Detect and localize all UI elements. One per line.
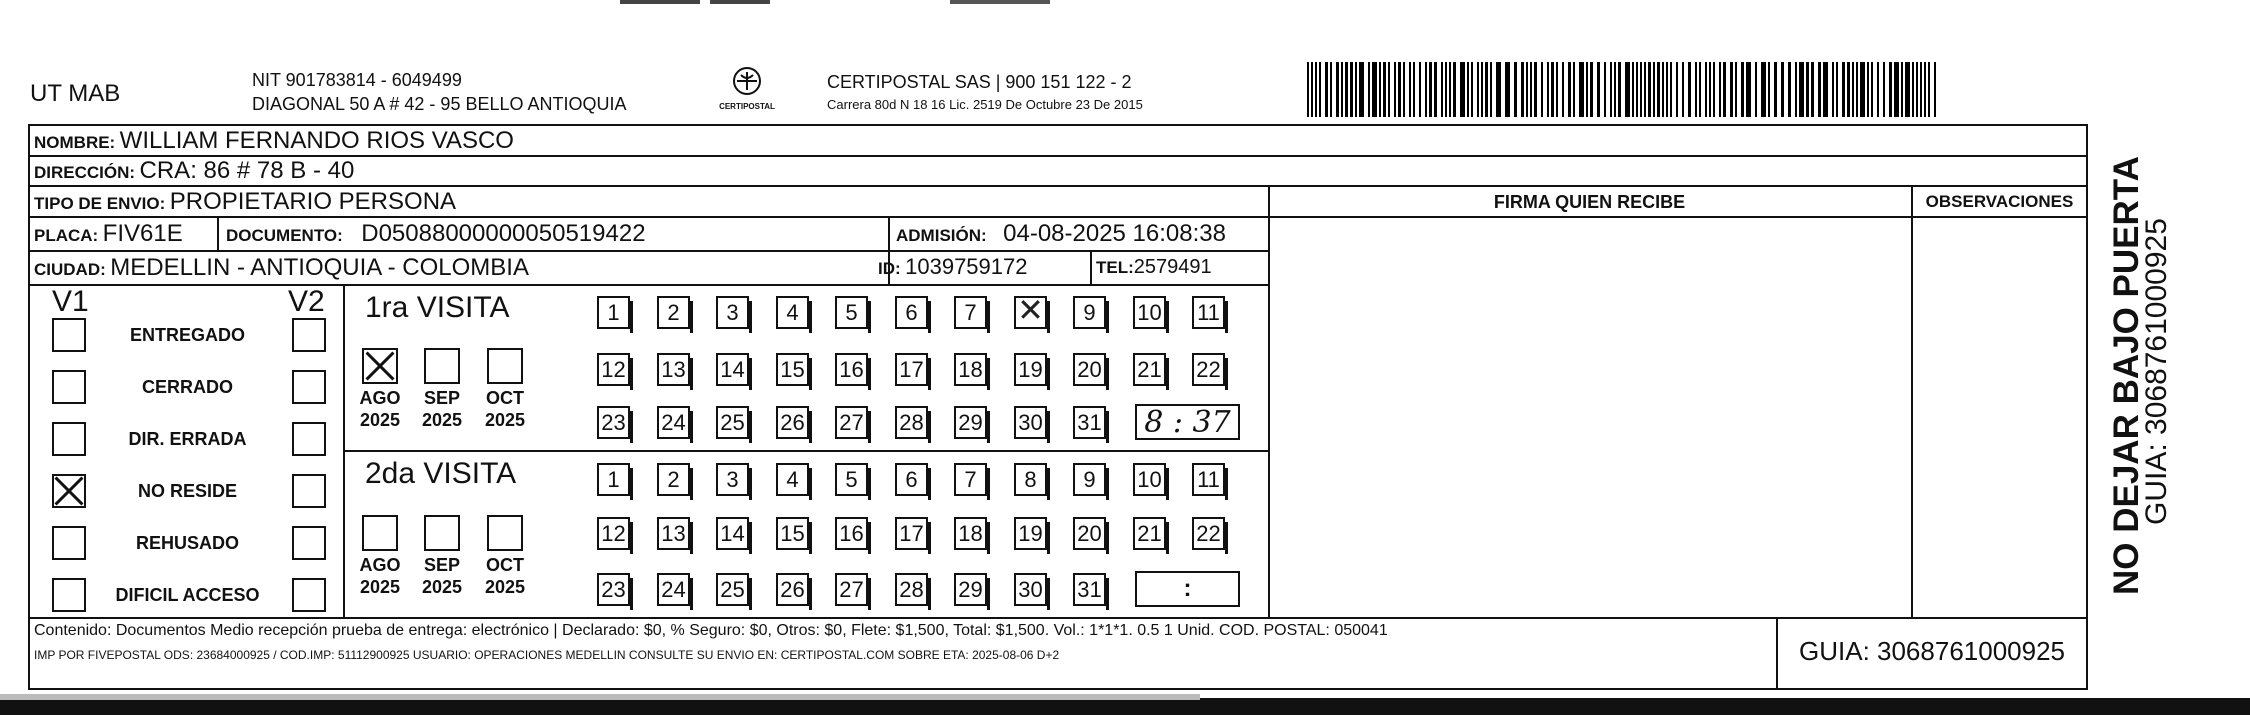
barcode-bar: [1818, 62, 1821, 117]
barcode-bar: [1514, 62, 1517, 117]
visit2-month-label: OCT: [486, 555, 524, 575]
barcode-bar: [1688, 62, 1691, 117]
visit2-day-box[interactable]: 13: [657, 517, 690, 550]
footer-imp: IMP POR FIVEPOSTAL ODS: 23684000925 / COD.IMP: 51112900925 USUARIO: OPERACIONES MEDELLIN CONSULTE SU ENVIO EN: CERTIPOSTAL.COM SOBRE ETA: 2025-08-06 D+2: [34, 648, 1060, 662]
visit1-day-box[interactable]: 22: [1192, 353, 1225, 386]
ciudad-label: CIUDAD:: [34, 260, 106, 279]
frame-line: [28, 688, 2088, 690]
row-line: [28, 284, 1270, 286]
barcode-bar: [1586, 62, 1588, 117]
barcode-bar: [1505, 62, 1510, 117]
visit2-month-checkbox[interactable]: [362, 515, 398, 551]
tel-row: [1096, 256, 1212, 279]
barcode: [1307, 62, 1937, 117]
barcode-bar: [1920, 62, 1922, 117]
barcode-bar: [1636, 62, 1638, 117]
visit2-day-box[interactable]: 15: [776, 517, 809, 550]
visit2-day-box[interactable]: 10: [1133, 463, 1166, 496]
visit1-day-box[interactable]: 4: [776, 296, 809, 329]
visit2-day-box[interactable]: 7: [954, 463, 987, 496]
status-v2-checkbox[interactable]: [292, 526, 326, 560]
barcode-bar: [1847, 62, 1850, 117]
visit2-month-checkbox[interactable]: [424, 515, 460, 551]
barcode-bar: [1788, 62, 1791, 117]
barcode-bar: [1429, 62, 1432, 117]
documento-label: DOCUMENTO:: [226, 226, 343, 245]
admision-value: 04-08-2025 16:08:38: [1003, 220, 1226, 247]
barcode-bar: [1562, 62, 1564, 117]
visit2-day-box[interactable]: 18: [954, 517, 987, 550]
barcode-bar: [1883, 62, 1885, 117]
barcode-bar: [1823, 62, 1828, 117]
visit2-day-box[interactable]: 8: [1014, 463, 1047, 496]
scan-artifact: [710, 0, 770, 4]
visit2-day-box[interactable]: 30: [1014, 573, 1047, 606]
visit1-day-box[interactable]: 10: [1133, 296, 1166, 329]
company-name: CERTIPOSTAL SAS | 900 151 122 - 2: [827, 72, 1132, 92]
barcode-bar: [1877, 62, 1879, 117]
visit2-year-label: 2025: [359, 577, 401, 597]
visit1-day-box[interactable]: 5: [835, 296, 868, 329]
placa-row: [34, 220, 183, 248]
footer-guia: GUIA: 3068761000925: [1799, 636, 2065, 666]
tel-label: TEL:: [1096, 258, 1134, 277]
barcode-bar: [1811, 62, 1814, 117]
barcode-bar: [1618, 62, 1621, 117]
barcode-bar: [1924, 62, 1926, 117]
barcode-bar: [1521, 62, 1524, 117]
v2-header: V2: [288, 285, 325, 318]
barcode-bar: [1912, 62, 1914, 117]
barcode-bar: [1425, 62, 1427, 117]
tipo-value: PROPIETARIO PERSONA: [169, 188, 457, 215]
observaciones-header: OBSERVACIONES: [1925, 192, 2074, 211]
visit2-day-box[interactable]: 12: [597, 517, 630, 550]
visit2-day-box[interactable]: 11: [1192, 463, 1225, 496]
visit1-month-label: SEP: [423, 388, 461, 408]
status-label: NO RESIDE: [137, 481, 238, 501]
visit2-year-label: 2025: [421, 577, 463, 597]
barcode-bar: [1614, 62, 1616, 117]
col-line: [1268, 185, 1270, 618]
barcode-bar: [1799, 62, 1804, 117]
visit2-day-box[interactable]: 26: [776, 573, 809, 606]
visit1-year-label: 2025: [421, 410, 463, 430]
barcode-bar: [1774, 62, 1777, 117]
visit1-day-box[interactable]: 6: [895, 296, 928, 329]
barcode-bar: [1441, 62, 1443, 117]
status-v1-checkbox[interactable]: [52, 578, 86, 612]
sender-name: UT MAB: [30, 80, 121, 107]
barcode-bar: [1856, 62, 1858, 117]
barcode-bar: [1662, 62, 1664, 117]
visit1-year-label: 2025: [359, 410, 401, 430]
visit2-month-checkbox[interactable]: [487, 515, 523, 551]
barcode-bar: [1481, 62, 1483, 117]
visit2-day-box[interactable]: 14: [716, 517, 749, 550]
visit2-day-box[interactable]: 24: [657, 573, 690, 606]
barcode-bar: [1568, 62, 1571, 117]
barcode-bar: [1355, 62, 1357, 117]
barcode-bar: [1526, 62, 1528, 117]
visit1-day-box[interactable]: 21: [1133, 353, 1166, 386]
visit1-day-box[interactable]: 2: [657, 296, 690, 329]
status-v1-checkbox[interactable]: [52, 318, 86, 352]
visit1-day-box[interactable]: 3: [716, 296, 749, 329]
visit1-day-box[interactable]: [1014, 296, 1047, 329]
visit1-day-box[interactable]: 23: [597, 406, 630, 439]
visit1-month-checkbox[interactable]: [487, 348, 523, 384]
barcode-bar: [1311, 62, 1313, 117]
barcode-bar: [1670, 62, 1672, 117]
firma-header: FIRMA QUIEN RECIBE: [1493, 192, 1686, 212]
barcode-bar: [1345, 62, 1348, 117]
status-v2-checkbox[interactable]: [292, 370, 326, 404]
barcode-bar: [1889, 62, 1892, 117]
barcode-bar: [1705, 62, 1707, 117]
barcode-bar: [1449, 62, 1451, 117]
barcode-bar: [1842, 62, 1845, 117]
status-v2-checkbox[interactable]: [292, 578, 326, 612]
nombre-label: NOMBRE:: [34, 133, 116, 152]
nombre-value: WILLIAM FERNANDO RIOS VASCO: [119, 127, 514, 154]
v1-header: V1: [52, 285, 89, 318]
barcode-bar: [1467, 62, 1469, 117]
status-label: DIR. ERRADA: [128, 429, 247, 449]
scan-edge: [0, 698, 2250, 715]
visit2-day-box[interactable]: 23: [597, 573, 630, 606]
visit1-day-box[interactable]: 17: [895, 353, 928, 386]
barcode-bar: [1350, 62, 1353, 117]
visit1-month-label: OCT: [486, 388, 524, 408]
visit2-day-box[interactable]: 29: [954, 573, 987, 606]
scan-artifact: [620, 0, 700, 4]
barcode-bar: [1496, 62, 1501, 117]
visit1-time-box: [1135, 404, 1240, 440]
barcode-bar: [1471, 62, 1473, 117]
barcode-bar: [1894, 62, 1899, 117]
barcode-bar: [1901, 62, 1903, 117]
tel-value: 2579491: [1133, 256, 1212, 278]
barcode-bar: [1541, 62, 1543, 117]
status-label: DIFICIL ACCESO: [115, 585, 260, 605]
visit1-day-box[interactable]: 30: [1014, 406, 1047, 439]
status-v2-checkbox[interactable]: [292, 474, 326, 508]
row-line: [28, 250, 1270, 252]
visit2-day-box[interactable]: 31: [1073, 573, 1106, 606]
side-guia: GUIA: 3068761000925: [2140, 218, 2173, 525]
footer-contenido: Contenido: Documentos Medio recepción prueba de entrega: electrónico | Declarado: $0, % Seguro: $0, Otros: $0, Flete: $1,500, Total: $1,500. Vol.: 1*1*1. 0.5 1 Unid. COD. POSTAL: 050041: [34, 622, 1388, 639]
visit1-day-box[interactable]: 13: [657, 353, 690, 386]
barcode-bar: [1709, 62, 1711, 117]
tipo-row: [34, 188, 456, 216]
visit1-year-label: 2025: [484, 410, 526, 430]
barcode-bar: [1383, 62, 1386, 117]
barcode-bar: [1330, 62, 1332, 117]
barcode-bar: [1434, 62, 1437, 117]
barcode-bar: [1699, 62, 1701, 117]
visit2-month-label: AGO: [359, 555, 401, 575]
barcode-bar: [1490, 62, 1492, 117]
barcode-bar: [1315, 62, 1317, 117]
visit1-day-box[interactable]: 1: [597, 296, 630, 329]
barcode-bar: [1648, 62, 1651, 117]
barcode-bar: [1419, 62, 1421, 117]
side-warning: NO DEJAR BAJO PUERTA: [2107, 156, 2146, 595]
visit1-day-box[interactable]: 12: [597, 353, 630, 386]
visit1-day-box[interactable]: 20: [1073, 353, 1106, 386]
barcode-bar: [1761, 62, 1766, 117]
visit1-title: 1ra VISITA: [365, 291, 510, 324]
barcode-bar: [1319, 62, 1321, 117]
visit1-month-label: AGO: [359, 388, 401, 408]
barcode-bar: [1453, 62, 1456, 117]
barcode-bar: [1445, 62, 1447, 117]
barcode-bar: [1916, 62, 1918, 117]
visit2-day-box[interactable]: 21: [1133, 517, 1166, 550]
barcode-bar: [1368, 62, 1370, 117]
barcode-bar: [1556, 62, 1558, 117]
barcode-bar: [1409, 62, 1411, 117]
barcode-bar: [1781, 62, 1784, 117]
visit1-day-box[interactable]: 26: [776, 406, 809, 439]
col-line: [1911, 185, 1913, 618]
id-label: ID:: [878, 259, 901, 278]
status-label: REHUSADO: [135, 533, 239, 553]
barcode-bar: [1625, 62, 1630, 117]
barcode-bar: [1795, 62, 1797, 117]
status-v2-checkbox[interactable]: [292, 422, 326, 456]
status-v1-checkbox[interactable]: [52, 474, 86, 508]
barcode-bar: [1398, 62, 1401, 117]
barcode-bar: [1755, 62, 1757, 117]
barcode-bar: [1379, 62, 1381, 117]
visit2-day-box[interactable]: 25: [716, 573, 749, 606]
barcode-bar: [1388, 62, 1390, 117]
row-line: [1268, 216, 2088, 218]
visit1-month-checkbox[interactable]: [424, 348, 460, 384]
barcode-bar: [1713, 62, 1715, 117]
status-label: CERRADO: [141, 377, 233, 397]
visit2-day-box[interactable]: 9: [1073, 463, 1106, 496]
barcode-bar: [1403, 62, 1405, 117]
barcode-bar: [1551, 62, 1554, 117]
visit1-day-box[interactable]: 29: [954, 406, 987, 439]
barcode-bar: [1666, 62, 1668, 117]
barcode-bar: [1768, 62, 1770, 117]
visit1-day-box[interactable]: 16: [835, 353, 868, 386]
barcode-bar: [1741, 62, 1744, 117]
visit2-day-box[interactable]: 19: [1014, 517, 1047, 550]
company-address: Carrera 80d N 18 16 Lic. 2519 De Octubre 23 De 2015: [827, 97, 1143, 112]
barcode-bar: [1530, 62, 1532, 117]
row-line: [28, 185, 2088, 187]
id-value: 1039759172: [905, 254, 1028, 279]
visit2-day-box[interactable]: 6: [895, 463, 928, 496]
barcode-bar: [1534, 62, 1537, 117]
barcode-bar: [1928, 62, 1930, 117]
barcode-bar: [1579, 62, 1584, 117]
barcode-bar: [1730, 62, 1733, 117]
logo-text: CERTIPOSTAL: [719, 102, 775, 111]
status-v1-checkbox[interactable]: [52, 526, 86, 560]
barcode-bar: [1657, 62, 1660, 117]
visit2-day-box[interactable]: 27: [835, 573, 868, 606]
barcode-bar: [1610, 62, 1612, 117]
barcode-bar: [1867, 62, 1869, 117]
barcode-bar: [1735, 62, 1737, 117]
visit2-day-box[interactable]: 17: [895, 517, 928, 550]
barcode-bar: [1653, 62, 1655, 117]
barcode-bar: [1485, 62, 1488, 117]
barcode-bar: [1806, 62, 1809, 117]
documento-row: [226, 220, 646, 248]
visit2-day-box[interactable]: 28: [895, 573, 928, 606]
barcode-bar: [1573, 62, 1575, 117]
visit1-day-box[interactable]: 28: [895, 406, 928, 439]
barcode-bar: [1676, 62, 1678, 117]
admision-label: ADMISIÓN:: [896, 226, 987, 245]
barcode-bar: [1871, 62, 1873, 117]
visit2-day-box[interactable]: 4: [776, 463, 809, 496]
barcode-bar: [1590, 62, 1593, 117]
visit2-day-box[interactable]: 20: [1073, 517, 1106, 550]
barcode-bar: [1307, 62, 1309, 117]
barcode-bar: [1934, 62, 1936, 117]
direccion-label: DIRECCIÓN:: [34, 163, 136, 182]
barcode-bar: [1604, 62, 1606, 117]
direccion-row: [34, 157, 354, 185]
status-label: ENTREGADO: [129, 325, 245, 345]
placa-label: PLACA:: [34, 226, 99, 245]
visit2-day-box[interactable]: 5: [835, 463, 868, 496]
barcode-bar: [1723, 62, 1726, 117]
nombre-row: [34, 127, 514, 155]
barcode-bar: [1325, 62, 1328, 117]
visit1-day-box[interactable]: 25: [716, 406, 749, 439]
visit1-day-box[interactable]: 11: [1192, 296, 1225, 329]
barcode-bar: [1336, 62, 1339, 117]
barcode-bar: [1394, 62, 1396, 117]
barcode-bar: [1644, 62, 1646, 117]
status-v1-checkbox[interactable]: [52, 422, 86, 456]
barcode-bar: [1413, 62, 1415, 117]
barcode-bar: [1632, 62, 1634, 117]
documento-value: D05088000000050519422: [361, 220, 646, 247]
visit2-time-box: [1135, 571, 1240, 607]
barcode-bar: [1832, 62, 1834, 117]
barcode-bar: [1359, 62, 1364, 117]
barcode-bar: [1836, 62, 1838, 117]
visit1-day-box[interactable]: 18: [954, 353, 987, 386]
barcode-bar: [1547, 62, 1549, 117]
admision-row: [896, 220, 1226, 248]
visit1-day-box[interactable]: 24: [657, 406, 690, 439]
visit1-day-box[interactable]: 31: [1073, 406, 1106, 439]
visit1-month-checkbox[interactable]: [362, 348, 398, 384]
visit1-day-box[interactable]: 19: [1014, 353, 1047, 386]
visit2-day-box[interactable]: 22: [1192, 517, 1225, 550]
visit2-day-box[interactable]: 1: [597, 463, 630, 496]
visit2-title: 2da VISITA: [365, 457, 517, 490]
sender-address: DIAGONAL 50 A # 42 - 95 BELLO ANTIOQUIA: [252, 94, 627, 114]
visit2-day-box[interactable]: 3: [716, 463, 749, 496]
visit1-day-box[interactable]: 7: [954, 296, 987, 329]
barcode-bar: [1852, 62, 1854, 117]
row-line: [343, 450, 1268, 452]
barcode-bar: [1695, 62, 1697, 117]
frame-line: [28, 124, 2088, 126]
barcode-bar: [1719, 62, 1721, 117]
ciudad-row: [34, 254, 529, 282]
barcode-bar: [1597, 62, 1600, 117]
visit2-day-box[interactable]: 16: [835, 517, 868, 550]
sender-nit: NIT 901783814 - 6049499: [252, 70, 462, 90]
visit2-day-box[interactable]: 2: [657, 463, 690, 496]
ciudad-value: MEDELLIN - ANTIOQUIA - COLOMBIA: [110, 254, 529, 281]
frame-line: [28, 124, 30, 690]
visit2-time: :: [1183, 575, 1192, 602]
barcode-bar: [1341, 62, 1343, 117]
col-line: [1090, 250, 1092, 284]
col-line: [217, 216, 219, 250]
barcode-bar: [1372, 62, 1377, 117]
visit2-month-label: SEP: [423, 555, 461, 575]
status-v2-checkbox[interactable]: [292, 318, 326, 352]
visit2-year-label: 2025: [484, 577, 526, 597]
barcode-bar: [1682, 62, 1684, 117]
id-row: [878, 254, 1027, 280]
visit1-day-box[interactable]: 14: [716, 353, 749, 386]
barcode-bar: [1905, 62, 1910, 117]
placa-value: FIV61E: [102, 220, 183, 247]
barcode-bar: [1746, 62, 1751, 117]
scan-artifact: [950, 0, 1050, 4]
visit1-day-box[interactable]: 9: [1073, 296, 1106, 329]
barcode-bar: [1460, 62, 1465, 117]
scan-edge-light: [0, 694, 1200, 700]
barcode-bar: [1860, 62, 1865, 117]
tipo-label: TIPO DE ENVIO:: [34, 194, 166, 213]
barcode-bar: [1640, 62, 1642, 117]
direccion-value: CRA: 86 # 78 B - 40: [139, 157, 355, 184]
frame-line: [2086, 124, 2088, 690]
status-v1-checkbox[interactable]: [52, 370, 86, 404]
visit1-day-box[interactable]: 15: [776, 353, 809, 386]
row-line: [28, 617, 2088, 619]
certipostal-logo: [712, 64, 782, 116]
visit1-time: 8 : 37: [1144, 405, 1231, 440]
barcode-bar: [1477, 62, 1479, 117]
visit1-day-box[interactable]: 27: [835, 406, 868, 439]
